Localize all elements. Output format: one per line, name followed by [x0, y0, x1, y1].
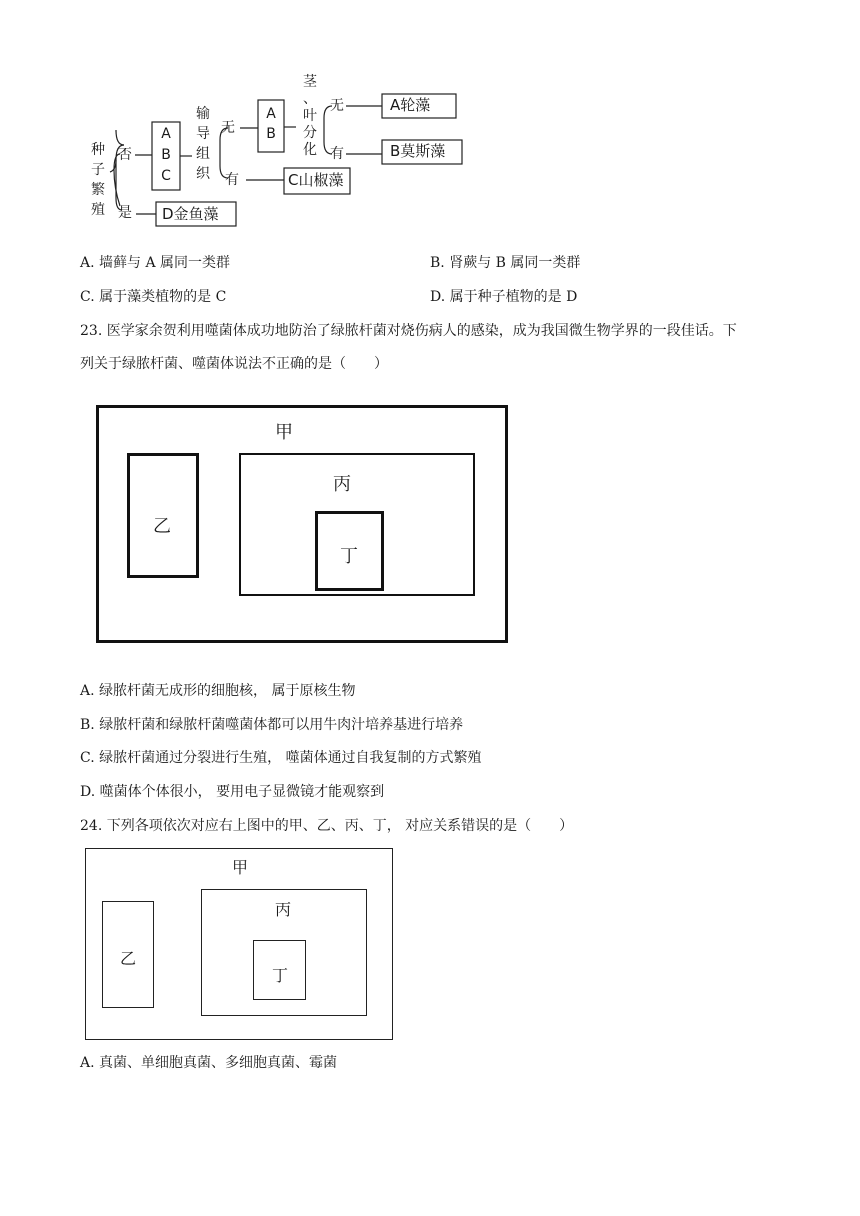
label-yi: 乙 — [120, 949, 137, 968]
key-char: 殖 — [91, 202, 105, 218]
q23-option-a: A. 绿脓杆菌无成形的细胞核， 属于原核生物 — [80, 683, 356, 699]
label-ding: 丁 — [340, 546, 358, 567]
box-d-label: D金鱼藻 — [162, 205, 219, 223]
key-none-label: 无 — [221, 120, 235, 136]
label-yi: 乙 — [153, 516, 171, 537]
key-char: A — [266, 106, 276, 122]
box-ding — [315, 511, 384, 591]
key-char: 输 — [196, 106, 210, 122]
q23-nested-diagram — [96, 405, 508, 643]
key-char: 化 — [303, 142, 317, 158]
key-char: 子 — [91, 162, 105, 178]
key-has-label-2: 有 — [330, 146, 344, 162]
key-char: B — [266, 126, 276, 142]
ab-box-labels — [258, 104, 284, 144]
box-yi — [127, 453, 199, 578]
abc-box-labels — [152, 124, 180, 187]
label-ding: 丁 — [272, 966, 289, 985]
q22-option-a: A. 墙藓与 A 属同一类群 — [80, 255, 231, 271]
q23-option-b: B. 绿脓杆菌和绿脓杆菌噬菌体都可以用牛肉汁培养基进行培养 — [80, 717, 464, 733]
q23-stem-line-1: 23. 医学家余贺利用噬菌体成功地防治了绿脓杆菌对烧伤病人的感染，成为我国微生物学界的一段佳话。下 — [80, 323, 737, 339]
key-no-label: 否 — [118, 147, 132, 163]
label-jia: 甲 — [275, 422, 293, 443]
key-char: 导 — [196, 126, 210, 142]
key-has-label: 有 — [225, 172, 239, 188]
q22-option-c: C. 属于藻类植物的是 C — [80, 289, 227, 305]
vascular-tissue-label — [195, 104, 211, 184]
key-char: 分 — [303, 125, 317, 141]
key-char: 茎 — [303, 74, 317, 90]
seed-reproduction-label — [90, 140, 106, 220]
key-char: C — [161, 168, 171, 184]
label-jia: 甲 — [232, 858, 249, 877]
box-bing — [239, 453, 475, 596]
q22-option-b: B. 肾蕨与 B 属同一类群 — [430, 255, 581, 271]
label-bing: 丙 — [275, 900, 292, 919]
key-char: 繁 — [91, 182, 105, 198]
key-char: 组 — [196, 146, 210, 162]
key-char: 、 — [303, 91, 317, 107]
q23-option-c: C. 绿脓杆菌通过分裂进行生殖， 噬菌体通过自我复制的方式繁殖 — [80, 750, 482, 766]
key-char: 织 — [196, 166, 210, 182]
box-a-label: A轮藻 — [390, 96, 431, 114]
box-c-label: C山椒藻 — [288, 171, 344, 189]
key-char: B — [161, 147, 171, 163]
key-none-label-2: 无 — [330, 98, 344, 114]
stem-leaf-label — [302, 74, 318, 159]
q24-option-a: A. 真菌、单细胞真菌、多细胞真菌、霉菌 — [80, 1055, 338, 1071]
label-bing: 丙 — [333, 474, 351, 495]
q24-stem: 24. 下列各项依次对应右上图中的甲、乙、丙、丁， 对应关系错误的是（ ） — [80, 818, 574, 834]
box-bing — [201, 889, 367, 1016]
key-char: 叶 — [303, 108, 317, 124]
box-ding — [253, 940, 306, 1000]
box-yi — [102, 901, 154, 1008]
q24-nested-diagram — [85, 848, 393, 1040]
key-yes-label: 是 — [118, 205, 132, 221]
key-char: A — [161, 126, 171, 142]
box-b-label: B莫斯藻 — [390, 142, 446, 160]
q23-option-d: D. 噬菌体个体很小， 要用电子显微镜才能观察到 — [80, 784, 385, 800]
key-char: 种 — [91, 142, 105, 158]
q23-stem-line-2: 列关于绿脓杆菌、噬菌体说法不正确的是（ ） — [80, 356, 388, 372]
q22-option-d: D. 属于种子植物的是 D — [430, 289, 578, 305]
